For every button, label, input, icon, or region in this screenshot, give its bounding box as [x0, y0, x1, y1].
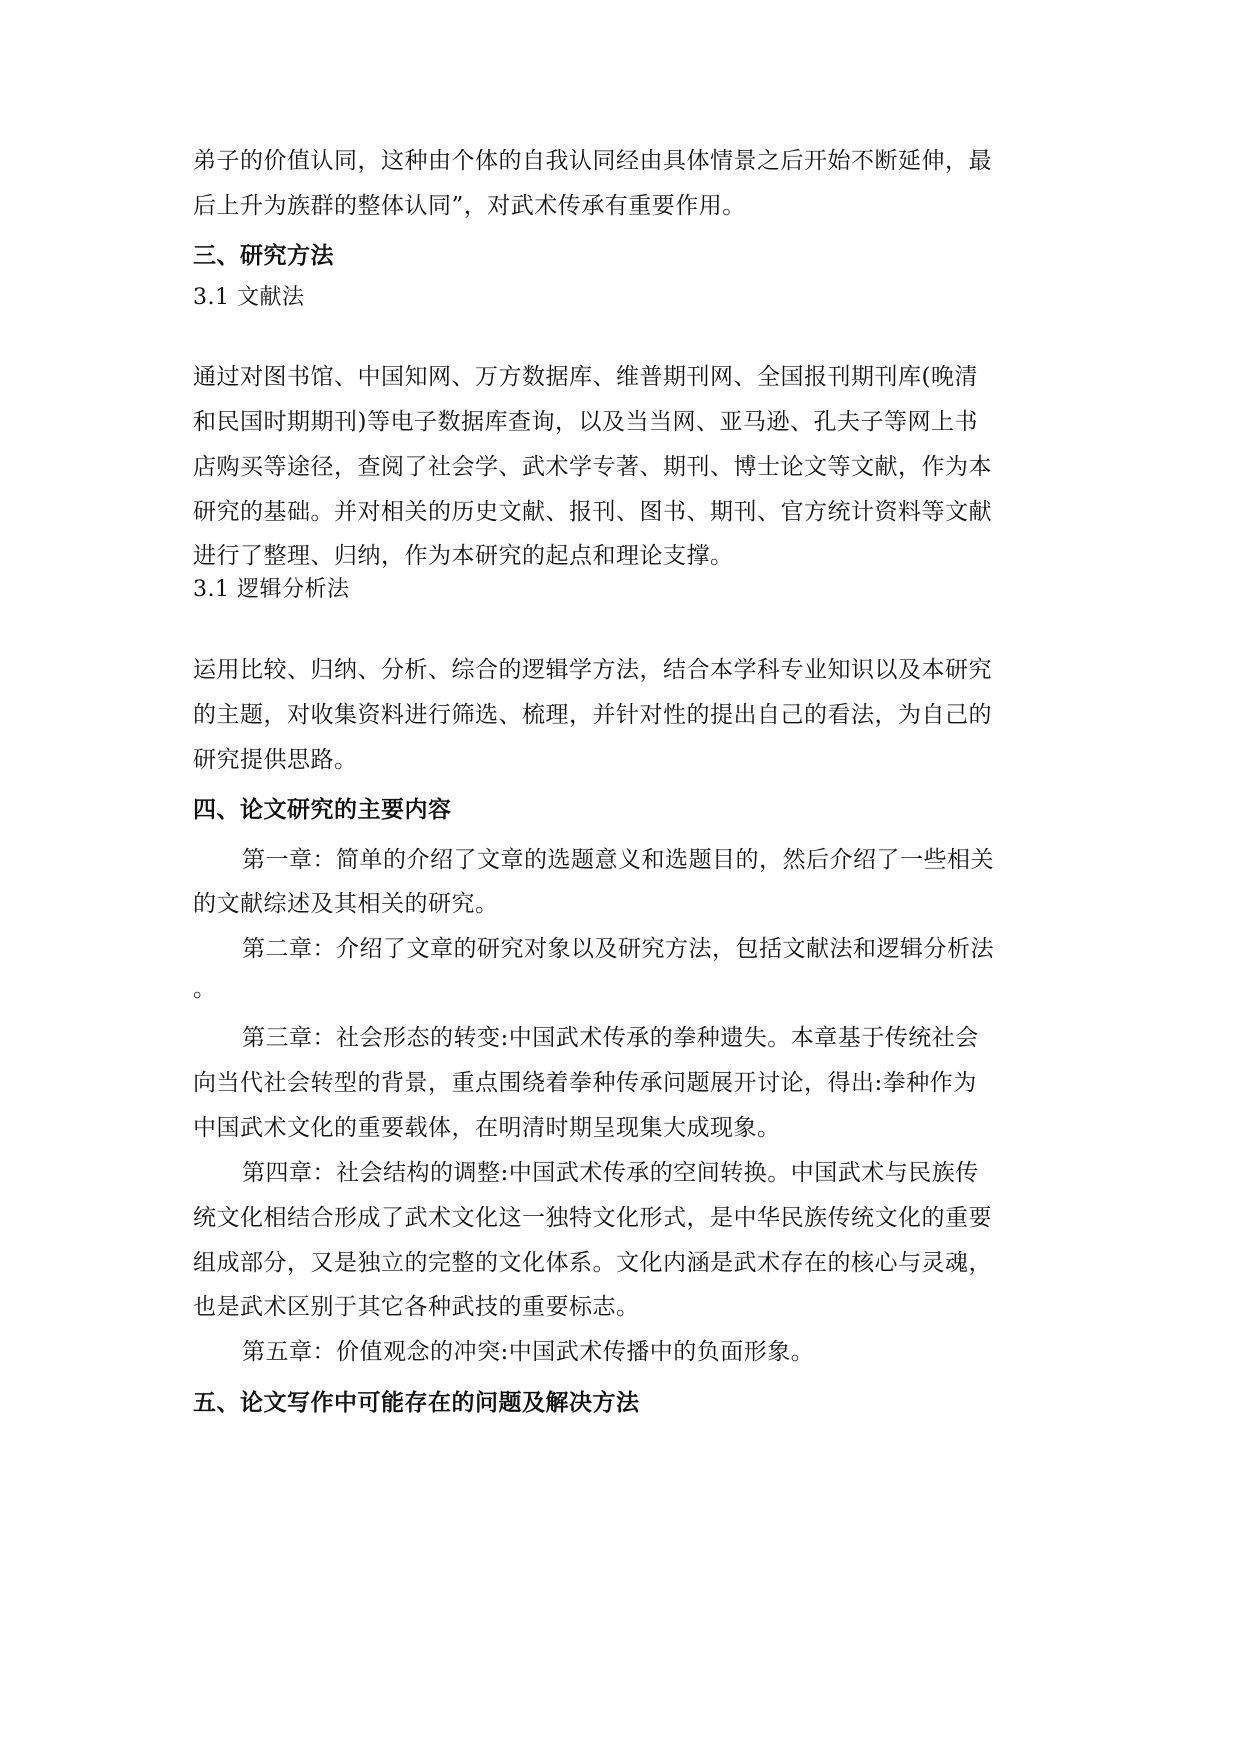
paragraph-line: 进行了整理、归纳，作为本研究的起点和理论支撑。	[193, 543, 734, 569]
paragraph-line: 的主题，对收集资料进行筛选、梳理，并针对性的提出自己的看法，为自己的	[193, 702, 992, 728]
chapter-4-line-3: 组成部分，又是独立的完整的文化体系。文化内涵是武术存在的核心与灵魂，	[193, 1250, 992, 1276]
chapter-3-line-3: 中国武术文化的重要载体，在明清时期呈现集大成现象。	[193, 1115, 781, 1141]
section-5-heading: 五、论文写作中可能存在的问题及解决方法	[193, 1389, 640, 1416]
paragraph-line: 研究提供思路。	[193, 747, 358, 773]
chapter-5-line-1: 第五章：价值观念的冲突:中国武术传播中的负面形象。	[242, 1339, 815, 1365]
paragraph-line: 和民国时期期刊)等电子数据库查询，以及当当网、亚马逊、孔夫子等网上书	[193, 409, 978, 435]
subsection-3-2-heading: 3.1 逻辑分析法	[193, 577, 350, 602]
section-3-heading: 三、研究方法	[193, 242, 334, 269]
chapter-1-line-1: 第一章：简单的介绍了文章的选题意义和选题目的，然后介绍了一些相关	[242, 847, 994, 873]
section-4-heading: 四、论文研究的主要内容	[193, 796, 452, 823]
intro-line-1: 弟子的价值认同，这种由个体的自我认同经由具体情景之后开始不断延伸，最	[193, 148, 992, 174]
paragraph-line: 研究的基础。并对相关的历史文献、报刊、图书、期刊、官方统计资料等文献	[193, 499, 992, 525]
intro-line-2: 后上升为族群的整体认同”，对武术传承有重要作用。	[193, 193, 746, 219]
chapter-2-line-2: 。	[193, 976, 217, 1002]
chapter-4-line-2: 统文化相结合形成了武术文化这一独特文化形式，是中华民族传统文化的重要	[193, 1205, 992, 1231]
chapter-4-line-4: 也是武术区别于其它各种武技的重要标志。	[193, 1294, 640, 1320]
paragraph-line: 通过对图书馆、中国知网、万方数据库、维普期刊网、全国报刊期刊库(晚清	[193, 364, 978, 390]
paragraph-line: 店购买等途径，查阅了社会学、武术学专著、期刊、博士论文等文献，作为本	[193, 454, 992, 480]
chapter-4-line-1: 第四章：社会结构的调整:中国武术传承的空间转换。中国武术与民族传	[242, 1160, 979, 1186]
chapter-3-line-1: 第三章：社会形态的转变:中国武术传承的拳种遗失。本章基于传统社会	[242, 1025, 979, 1051]
chapter-3-line-2: 向当代社会转型的背景，重点围绕着拳种传承问题展开讨论，得出:拳种作为	[193, 1070, 977, 1096]
chapter-1-line-2: 的文献综述及其相关的研究。	[193, 891, 499, 917]
paragraph-line: 运用比较、归纳、分析、综合的逻辑学方法，结合本学科专业知识以及本研究	[193, 657, 992, 683]
subsection-3-1-heading: 3.1 文献法	[193, 285, 305, 310]
chapter-2-line-1: 第二章：介绍了文章的研究对象以及研究方法，包括文献法和逻辑分析法	[242, 936, 994, 962]
